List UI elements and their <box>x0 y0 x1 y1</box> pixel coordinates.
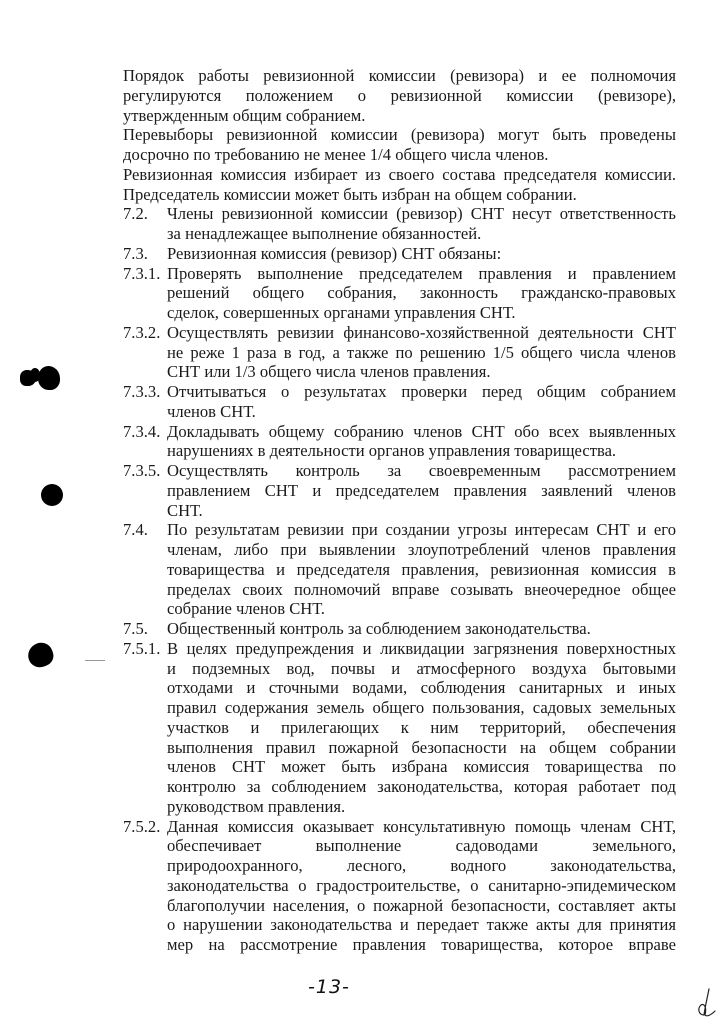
text-line: СНТ. <box>167 500 203 520</box>
text-line: Отчитываться о результатах проверки перед общим собранием <box>167 382 676 401</box>
clause-number: 7.3.4. <box>123 421 161 441</box>
text-line: В целях предупреждения и ликвидации загрязнения поверхностных <box>167 638 676 658</box>
clause-number: 7.3.2. <box>123 322 161 342</box>
document-body <box>123 66 676 955</box>
clause-7-4 <box>123 520 676 619</box>
intro-paragraph-1 <box>123 66 676 125</box>
text-line: Общественный контроль за соблюдением законодательства. <box>167 619 591 638</box>
clause-7-5-2 <box>123 817 676 955</box>
text-line: решений общего собрания, законность гражданско-правовых <box>167 283 676 303</box>
text-line: за ненадлежащее выполнение обязанностей. <box>167 224 482 243</box>
clause-7-3-3 <box>123 382 676 422</box>
clause-7-3-1 <box>123 264 676 323</box>
text-line: товарищества и председателя правления, ревизионная комиссия в <box>167 559 676 579</box>
clause-7-5 <box>123 619 676 639</box>
text-line: членам, либо при выявлении злоупотреблений членов правления <box>167 540 676 559</box>
text-line: Осуществлять контроль за своевременным рассмотрением <box>167 461 676 480</box>
clause-number: 7.5.2. <box>123 816 161 836</box>
clause-7-5-1 <box>123 639 676 817</box>
page-number: -13- <box>308 976 350 998</box>
text-line: обеспечивает выполнение садоводами земельного, <box>167 836 676 856</box>
clause-number: 7.3.3. <box>123 382 161 401</box>
text-line: и подземных вод, почвы и атмосферного воздуха бытовыми <box>167 658 676 678</box>
signature-mark <box>695 985 719 1021</box>
text-line: членов СНТ может быть избрана комиссия товарищества по <box>167 757 676 777</box>
scan-speck <box>85 660 105 661</box>
text-line: Проверять выполнение председателем правления и правлением <box>167 263 676 283</box>
text-line: правлением СНТ и председателем правления заявлений членов <box>167 480 676 500</box>
text-line: Ревизионная комиссия избирает из своего состава председателя комиссии. <box>123 164 676 184</box>
clause-7-3-5 <box>123 461 676 520</box>
text-line: благополучии населения, о пожарной безопасности, составляет акты <box>167 895 676 915</box>
clause-number: 7.5.1. <box>123 638 161 658</box>
text-line: пределах своих полномочий вправе созывать внеочередное общее <box>167 579 676 599</box>
text-line: законодательства о градостроительстве, о санитарно-эпидемическом <box>167 875 676 895</box>
clause-number: 7.2. <box>123 204 148 224</box>
text-line: Председатель комиссии может быть избран на общем собрании. <box>123 184 577 204</box>
text-line: участков и прилегающих к ним территорий, обеспечения <box>167 717 676 737</box>
text-line: членов СНТ. <box>167 401 256 421</box>
clause-7-2 <box>123 204 676 244</box>
text-line: правил содержания земель общего пользования, садовых земельных <box>167 698 676 717</box>
text-line: По результатам ревизии при создании угрозы интересам СНТ и его <box>167 520 676 540</box>
clause-7-3 <box>123 244 676 264</box>
punch-hole-mark <box>25 639 57 670</box>
text-line: Осуществлять ревизии финансово-хозяйственной деятельности СНТ <box>167 322 676 342</box>
text-line: Порядок работы ревизионной комиссии (ревизора) и ее полномочия <box>123 66 676 85</box>
text-line: нарушениях в деятельности органов управления товарищества. <box>167 441 617 461</box>
clause-number: 7.5. <box>123 619 148 638</box>
text-line: Данная комиссия оказывает консультативную помощь членам СНТ, <box>167 816 676 836</box>
text-line: сделок, совершенных органами управления СНТ. <box>167 303 516 322</box>
text-line: досрочно по требованию не менее 1/4 общего числа членов. <box>123 145 549 164</box>
text-line: не реже 1 раза в год, а также по решению 1/5 общего числа членов <box>167 342 676 362</box>
clause-number: 7.3. <box>123 243 148 263</box>
clause-number: 7.4. <box>123 520 148 540</box>
text-line: мер на рассмотрение правления товарищества, которое вправе <box>167 935 676 954</box>
text-line: Члены ревизионной комиссии (ревизор) СНТ несут ответственность <box>167 204 676 224</box>
text-line: отходами и сточными водами, соблюдения санитарных и иных <box>167 678 676 698</box>
text-line: руководством правления. <box>167 796 346 816</box>
intro-paragraph-3 <box>123 165 676 205</box>
text-line: Ревизионная комиссия (ревизор) СНТ обязаны: <box>167 243 502 263</box>
text-line: собрание членов СНТ. <box>167 599 325 619</box>
text-line: утвержденным общим собранием. <box>123 105 366 125</box>
text-line: контролю за соблюдением законодательства, которая работает под <box>167 777 676 796</box>
clause-number: 7.3.5. <box>123 461 161 480</box>
text-line: о нарушении законодательства и передает также акты для принятия <box>167 915 676 935</box>
clause-7-3-2 <box>123 323 676 382</box>
text-line: Докладывать общему собранию членов СНТ обо всех выявленных <box>167 421 676 441</box>
text-line: Перевыборы ревизионной комиссии (ревизора) могут быть проведены <box>123 125 676 145</box>
text-line: природоохранного, лесного, водного законодательства, <box>167 856 676 875</box>
intro-paragraph-2 <box>123 125 676 165</box>
text-line: регулируются положением о ревизионной комиссии (ревизоре), <box>123 85 676 105</box>
clause-7-3-4 <box>123 422 676 462</box>
text-line: СНТ или 1/3 общего числа членов правления. <box>167 362 491 382</box>
punch-hole-mark <box>41 484 63 506</box>
clause-number: 7.3.1. <box>123 263 161 283</box>
text-line: выполнения правил пожарной безопасности на общем собрании <box>167 737 676 757</box>
